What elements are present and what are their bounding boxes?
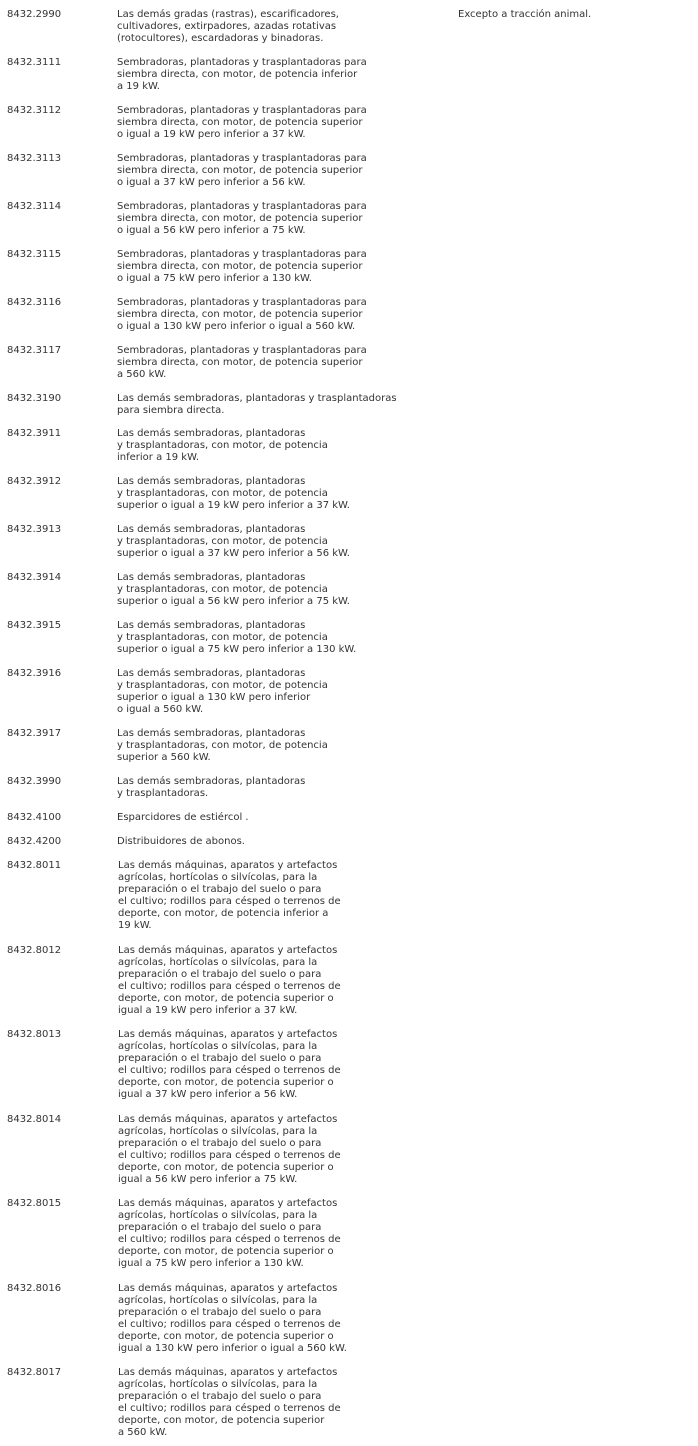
tariff-code: 8432.3113 bbox=[7, 153, 62, 164]
tariff-code: 8432.3917 bbox=[7, 728, 62, 739]
tariff-description: Las demás sembradoras, plantadoras y trasplantadoras. bbox=[117, 776, 306, 799]
tariff-description: Sembradoras, plantadoras y trasplantadoras para siembra directa, con motor, de potencia superior o igual a 19 kW pero inferior a 37 kW. bbox=[117, 105, 367, 140]
tariff-code: 8432.3912 bbox=[7, 476, 62, 487]
tariff-description: Las demás máquinas, aparatos y artefactos agrícolas, hortícolas o silvícolas, para la preparación o el trabajo del suelo o para el cultivo; rodillos para césped o terrenos de deporte, con motor, de potencia inferior a 19 kW. bbox=[118, 860, 341, 931]
tariff-code: 8432.3117 bbox=[7, 345, 62, 356]
tariff-code: 8432.8016 bbox=[7, 1283, 62, 1294]
tariff-description: Las demás sembradoras, plantadoras y trasplantadoras, con motor, de potencia superior a 560 kW. bbox=[117, 728, 328, 763]
tariff-description: Sembradoras, plantadoras y trasplantadoras para siembra directa, con motor, de potencia superior o igual a 130 kW pero inferior o igual a 560 kW. bbox=[117, 297, 367, 332]
tariff-description: Las demás sembradoras, plantadoras y trasplantadoras, con motor, de potencia inferior a 19 kW. bbox=[117, 428, 328, 463]
tariff-code: 8432.8014 bbox=[7, 1114, 62, 1125]
tariff-description: Las demás sembradoras, plantadoras y trasplantadoras, con motor, de potencia superior o igual a 19 kW pero inferior a 37 kW. bbox=[117, 476, 350, 511]
tariff-description: Las demás máquinas, aparatos y artefactos agrícolas, hortícolas o silvícolas, para la preparación o el trabajo del suelo o para el cultivo; rodillos para césped o terrenos de deporte, con motor, de potencia superior o igual a 75 kW pero inferior a 130 kW. bbox=[118, 1198, 341, 1269]
tariff-note: Excepto a tracción animal. bbox=[458, 9, 592, 20]
tariff-description: Las demás máquinas, aparatos y artefactos agrícolas, hortícolas o silvícolas, para la preparación o el trabajo del suelo o para el cultivo; rodillos para césped o terrenos de deporte, con motor, de potencia superior o igual a 130 kW pero inferior o igual a 560 kW. bbox=[118, 1283, 347, 1354]
tariff-code: 8432.3190 bbox=[7, 393, 62, 404]
tariff-description: Distribuidores de abonos. bbox=[117, 836, 245, 847]
tariff-code: 8432.3915 bbox=[7, 620, 62, 631]
tariff-description: Sembradoras, plantadoras y trasplantadoras para siembra directa, con motor, de potencia superior a 560 kW. bbox=[117, 345, 367, 380]
tariff-code: 8432.3913 bbox=[7, 524, 62, 535]
tariff-code: 8432.8012 bbox=[7, 945, 62, 956]
tariff-code: 8432.3990 bbox=[7, 776, 62, 787]
tariff-code: 8432.8017 bbox=[7, 1367, 62, 1378]
tariff-description: Sembradoras, plantadoras y trasplantadoras para siembra directa, con motor, de potencia superior o igual a 37 kW pero inferior a 56 kW. bbox=[117, 153, 367, 188]
tariff-code: 8432.4100 bbox=[7, 812, 62, 823]
tariff-description: Sembradoras, plantadoras y trasplantadoras para siembra directa, con motor, de potencia superior o igual a 56 kW pero inferior a 75 kW. bbox=[117, 201, 367, 236]
tariff-description: Las demás máquinas, aparatos y artefactos agrícolas, hortícolas o silvícolas, para la preparación o el trabajo del suelo o para el cultivo; rodillos para césped o terrenos de deporte, con motor, de potencia superior o igual a 19 kW pero inferior a 37 kW. bbox=[118, 945, 341, 1016]
tariff-code: 8432.3111 bbox=[7, 57, 62, 68]
tariff-code: 8432.8011 bbox=[7, 860, 62, 871]
tariff-code: 8432.8013 bbox=[7, 1029, 62, 1040]
tariff-code: 8432.4200 bbox=[7, 836, 62, 847]
tariff-description: Las demás sembradoras, plantadoras y trasplantadoras, con motor, de potencia superior o igual a 56 kW pero inferior a 75 kW. bbox=[117, 572, 350, 607]
tariff-description: Las demás gradas (rastras), escarificadores, cultivadores, extirpadores, azadas rotativas (rotocultores), escardadoras y binadoras. bbox=[117, 9, 339, 44]
tariff-code: 8432.3114 bbox=[7, 201, 62, 212]
tariff-description: Las demás sembradoras, plantadoras y trasplantadoras, con motor, de potencia superior o igual a 37 kW pero inferior a 56 kW. bbox=[117, 524, 350, 559]
tariff-code: 8432.3112 bbox=[7, 105, 62, 116]
tariff-description: Las demás máquinas, aparatos y artefactos agrícolas, hortícolas o silvícolas, para la preparación o el trabajo del suelo o para el cultivo; rodillos para césped o terrenos de deporte, con motor, de potencia superior o igual a 37 kW pero inferior a 56 kW. bbox=[118, 1029, 341, 1100]
tariff-description: Las demás sembradoras, plantadoras y trasplantadoras, con motor, de potencia superior o igual a 75 kW pero inferior a 130 kW. bbox=[117, 620, 357, 655]
tariff-code: 8432.3914 bbox=[7, 572, 62, 583]
tariff-code: 8432.3115 bbox=[7, 249, 62, 260]
tariff-description: Las demás máquinas, aparatos y artefactos agrícolas, hortícolas o silvícolas, para la preparación o el trabajo del suelo o para el cultivo; rodillos para césped o terrenos de deporte, con motor, de potencia superior a 560 kW. bbox=[118, 1367, 341, 1438]
tariff-code: 8432.3116 bbox=[7, 297, 62, 308]
tariff-description: Sembradoras, plantadoras y trasplantadoras para siembra directa, con motor, de potencia superior o igual a 75 kW pero inferior a 130 kW. bbox=[117, 249, 367, 284]
tariff-description: Las demás sembradoras, plantadoras y trasplantadoras para siembra directa. bbox=[117, 393, 397, 416]
tariff-code: 8432.3911 bbox=[7, 428, 62, 439]
tariff-code: 8432.3916 bbox=[7, 668, 62, 679]
tariff-code: 8432.8015 bbox=[7, 1198, 62, 1209]
tariff-description: Las demás máquinas, aparatos y artefactos agrícolas, hortícolas o silvícolas, para la preparación o el trabajo del suelo o para el cultivo; rodillos para césped o terrenos de deporte, con motor, de potencia superior o igual a 56 kW pero inferior a 75 kW. bbox=[118, 1114, 341, 1185]
tariff-description: Sembradoras, plantadoras y trasplantadoras para siembra directa, con motor, de potencia inferior a 19 kW. bbox=[117, 57, 367, 92]
tariff-description: Esparcidores de estiércol . bbox=[117, 812, 249, 823]
tariff-description: Las demás sembradoras, plantadoras y trasplantadoras, con motor, de potencia superior o igual a 130 kW pero inferior o igual a 560 kW. bbox=[117, 668, 328, 715]
tariff-code: 8432.2990 bbox=[7, 9, 62, 20]
